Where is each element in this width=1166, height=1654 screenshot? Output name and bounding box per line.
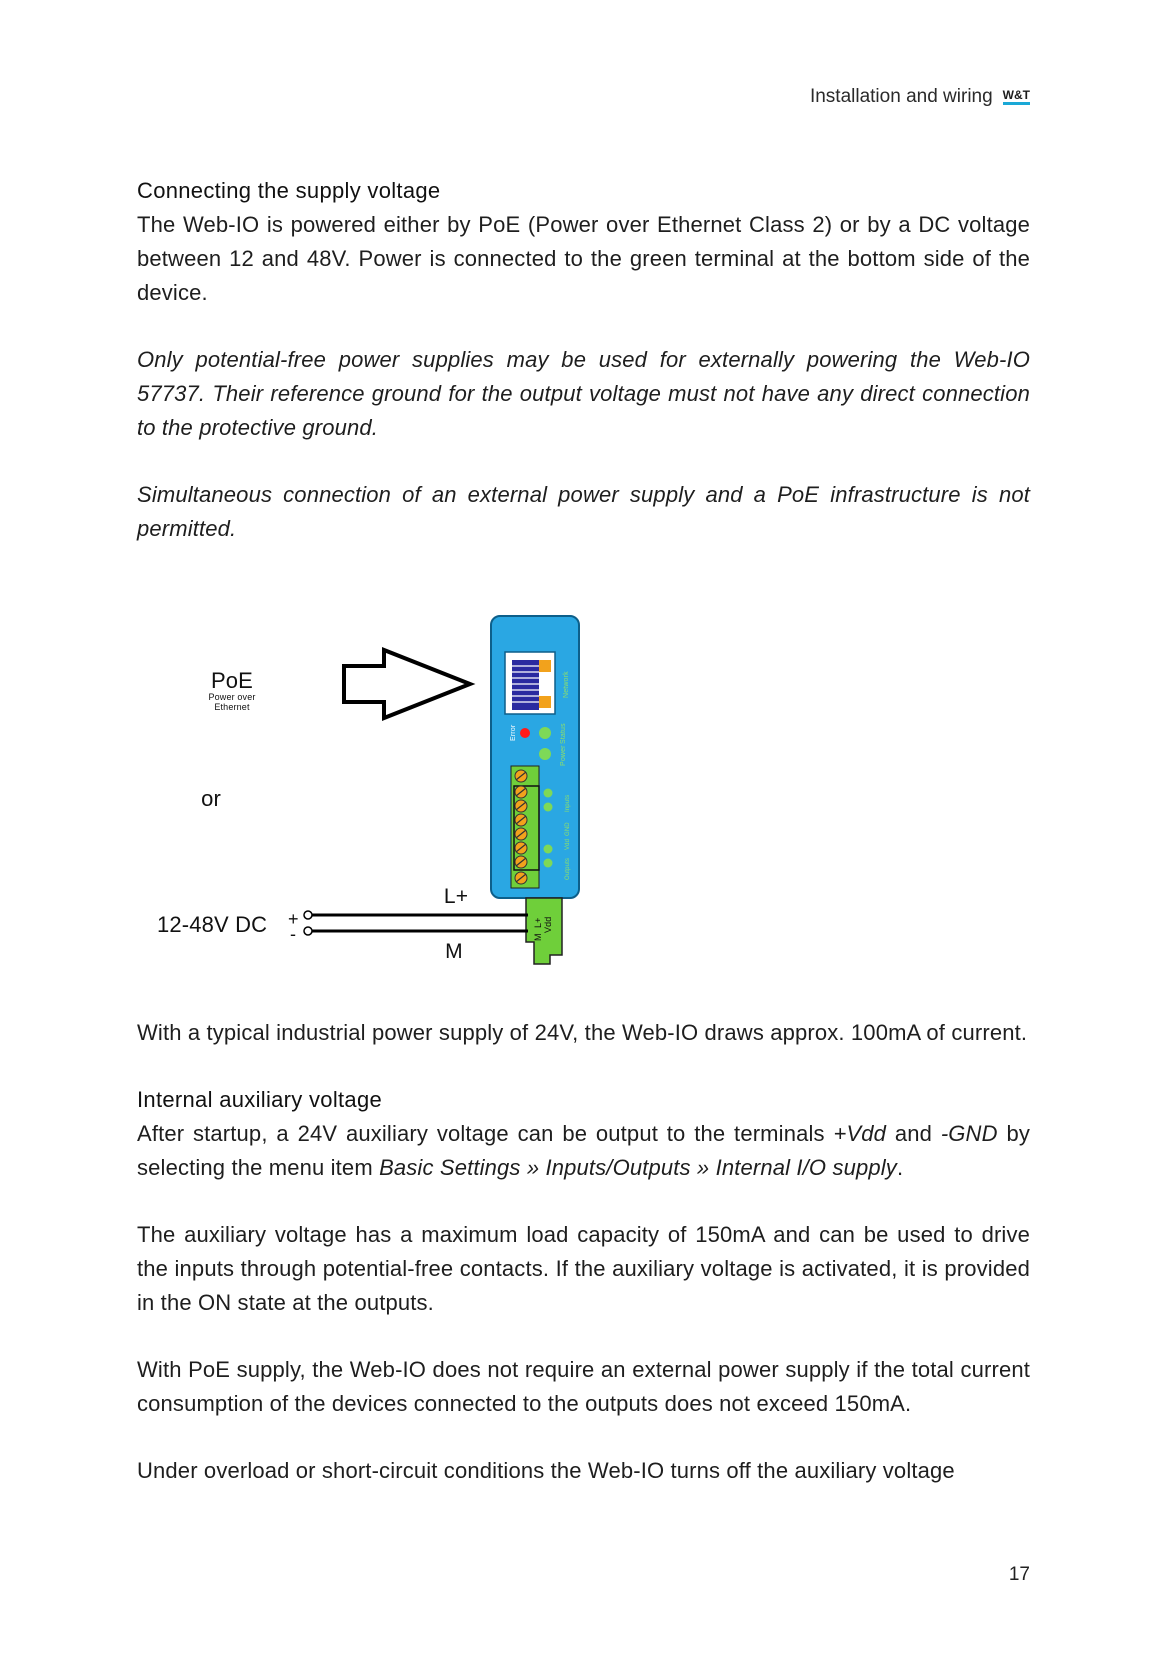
- text-fragment: by selecting the menu item: [137, 1121, 1030, 1180]
- heading-supply-voltage: Connecting the supply voltage: [137, 178, 441, 203]
- paragraph-aux-capacity: The auxiliary voltage has a maximum load capacity of 150mA and can be used to drive the inputs through potential-free contacts. If the auxiliary voltage is activated, it is provided in the ON state at the outputs.: [137, 1222, 1030, 1315]
- poe-label: PoE: [210, 668, 254, 693]
- paragraph-overload: Under overload or short-circuit conditions the Web-IO turns off the auxiliary voltage: [137, 1458, 955, 1483]
- power-label: Power: [560, 745, 567, 766]
- wut-logo: W&T: [1003, 90, 1030, 105]
- port-led-top: [539, 660, 551, 672]
- error-label: Error: [510, 724, 517, 741]
- minus-sign: -: [290, 924, 297, 944]
- paragraph-poe-supply: With PoE supply, the Web-IO does not require an external power supply if the total current consumption of the devices connected to the outputs does not exceed 150mA.: [137, 1357, 1030, 1416]
- wiring-diagram: [0, 576, 1166, 1006]
- paragraph-aux-startup: [137, 1117, 1030, 1185]
- terminal-minus-circle: [304, 927, 312, 935]
- text-fragment: After startup, a 24V auxiliary voltage can be output to the terminals: [137, 1121, 834, 1146]
- text-fragment: .: [896, 1155, 904, 1180]
- note-potential-free: Only potential-free power supplies may be used for externally powering the Web-IO 57737. Their reference ground for the output voltage must not have any direct connection to the protective ground.: [137, 347, 1030, 440]
- arrow-icon: [344, 650, 470, 718]
- poe-sublabel-2: Ethernet: [214, 702, 250, 712]
- lplus-label: L+: [443, 885, 469, 908]
- status-label: Status: [560, 723, 567, 744]
- m-label: M: [445, 940, 463, 963]
- term-gnd: -GND: [940, 1121, 998, 1146]
- network-label: Network: [563, 671, 570, 698]
- page-number: 17: [1008, 1564, 1030, 1585]
- power-led: [539, 748, 551, 760]
- heading-auxiliary-voltage: Internal auxiliary voltage: [137, 1087, 383, 1112]
- page-header: [810, 86, 1030, 108]
- port-led-bottom: [539, 696, 551, 708]
- vdd-label: Vdd: [565, 838, 571, 850]
- terminal-m-label: M: [533, 933, 543, 941]
- dc-voltage-label: 12-48V DC: [157, 912, 268, 937]
- paragraph-power-intro: The Web-IO is powered either by PoE (Power over Ethernet Class 2) or by a DC voltage between 12 and 48V. Power is connected to the green terminal at the bottom side of the device.: [137, 212, 1030, 305]
- note-simultaneous: Simultaneous connection of an external power supply and a PoE infrastructure is not permitted.: [137, 482, 1030, 541]
- term-vdd: +Vdd: [833, 1121, 887, 1146]
- menu-path: Basic Settings » Inputs/Outputs » Internal I/O supply: [379, 1155, 897, 1180]
- error-led: [520, 728, 530, 738]
- inputs-label: Inputs: [565, 794, 571, 812]
- port-pins: [512, 666, 539, 702]
- paragraph-current-draw: With a typical industrial power supply of 24V, the Web-IO draws approx. 100mA of current.: [137, 1020, 1028, 1045]
- terminal-lplus-label: L+: [533, 917, 543, 928]
- or-label: or: [201, 786, 221, 811]
- text-fragment: and: [886, 1121, 941, 1146]
- gnd-label: GND: [565, 822, 571, 836]
- poe-sublabel-1: Power over: [208, 692, 256, 702]
- wiring-figure: [137, 576, 1030, 1006]
- terminal-plus-circle: [304, 911, 312, 919]
- status-led: [539, 727, 551, 739]
- page-content: [137, 174, 1030, 1488]
- outputs-label: Outputs: [565, 857, 571, 880]
- terminal-vdd-label: Vdd: [543, 916, 553, 933]
- section-title: Installation and wiring: [809, 86, 993, 107]
- plus-sign: +: [288, 909, 299, 929]
